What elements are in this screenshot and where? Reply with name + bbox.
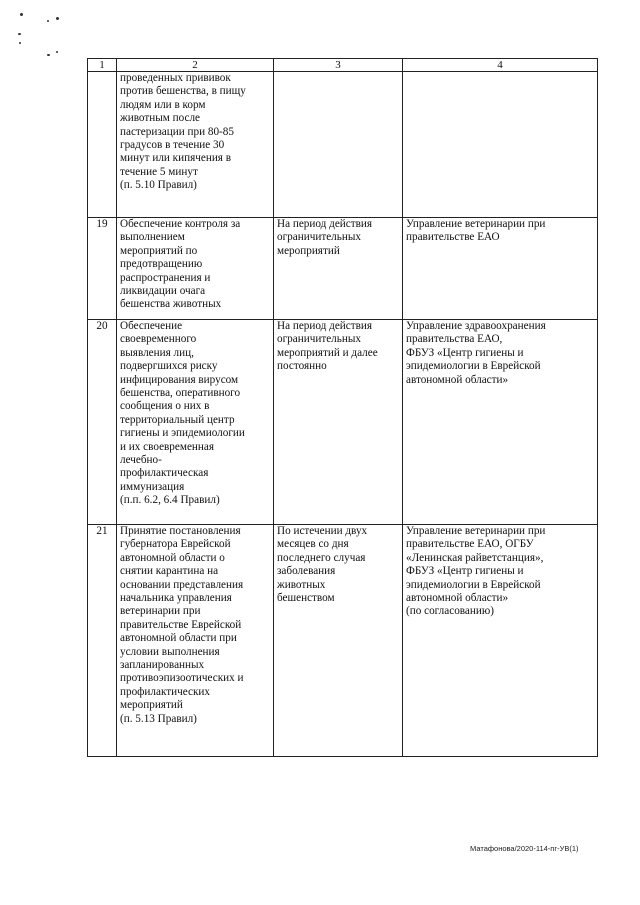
scan-speck (47, 54, 50, 56)
row-measure (117, 525, 274, 757)
row-term (274, 320, 403, 525)
table-row (88, 525, 598, 757)
scan-speck (19, 42, 21, 44)
row-measure-text: Обеспечение своевременного выявления лиц, подвергшихся риску инфицирования вирусом бешенства, оперативного сообщения о них в территориальный центр гигиены и эпидемиологии и их своевременная лечебно- профилактическая иммунизация (п.п. 6.2, 6.4 Правил) (120, 320, 245, 507)
table-row (88, 218, 598, 320)
measures-table (87, 58, 598, 757)
row-responsible-text: Управление ветеринарии при правительстве ЕАО, ОГБУ «Ленинская райветстанция», ФБУЗ «Центр гигиены и эпидемиологии в Еврейской автономной области» (по согласованию) (406, 525, 546, 618)
column-header-3: 3 (274, 59, 403, 72)
row-term-text: На период действия ограничительных мероприятий и далее постоянно (277, 320, 378, 373)
document-footer-id: Матафонова/2020-114-пг-УВ(1) (470, 844, 579, 853)
table-row (88, 320, 598, 525)
row-term-text: На период действия ограничительных мероприятий (277, 218, 373, 257)
row-measure-text: Обеспечение контроля за выполнением мероприятий по предотвращению распространения и ликвидации очага бешенства животных (120, 218, 241, 311)
row-number: 21 (88, 525, 117, 757)
table-header-row (88, 59, 598, 72)
row-measure-text: проведенных прививок против бешенства, в пищу людям или в корм животным после пастеризации при 80-85 градусов в течение 30 минут или кипячения в течение 5 минут (п. 5.10 Правил) (120, 72, 246, 192)
column-header-4: 4 (403, 59, 598, 72)
row-term (274, 525, 403, 757)
row-measure (117, 72, 274, 218)
column-header-2: 2 (117, 59, 274, 72)
row-number (88, 72, 117, 218)
scan-speck (56, 17, 59, 20)
row-responsible-text: Управление ветеринарии при правительстве ЕАО (406, 218, 546, 244)
scan-speck (47, 20, 49, 22)
row-responsible-text: Управление здравоохранения правительства ЕАО, ФБУЗ «Центр гигиены и эпидемиологии в Еврейской автономной области» (406, 320, 546, 386)
column-header-1: 1 (88, 59, 117, 72)
row-term (274, 72, 403, 218)
row-term-text: По истечении двух месяцев со дня последнего случая заболевания животных бешенством (277, 525, 368, 605)
row-responsible (403, 218, 598, 320)
row-responsible (403, 320, 598, 525)
scan-speck (18, 33, 21, 35)
scan-speck (56, 51, 58, 53)
row-number: 20 (88, 320, 117, 525)
row-measure (117, 320, 274, 525)
table-row (88, 72, 598, 218)
row-term (274, 218, 403, 320)
row-responsible (403, 72, 598, 218)
row-number: 19 (88, 218, 117, 320)
scan-speck (20, 13, 23, 16)
row-measure (117, 218, 274, 320)
row-measure-text: Принятие постановления губернатора Еврейской автономной области о снятии карантина на основании представления начальника управления ветеринарии при правительстве Еврейской автономной области при условии выполнения запланированных противоэпизоотических и профилактических мероприятий (п. 5.13 Правил) (120, 525, 244, 725)
row-responsible (403, 525, 598, 757)
